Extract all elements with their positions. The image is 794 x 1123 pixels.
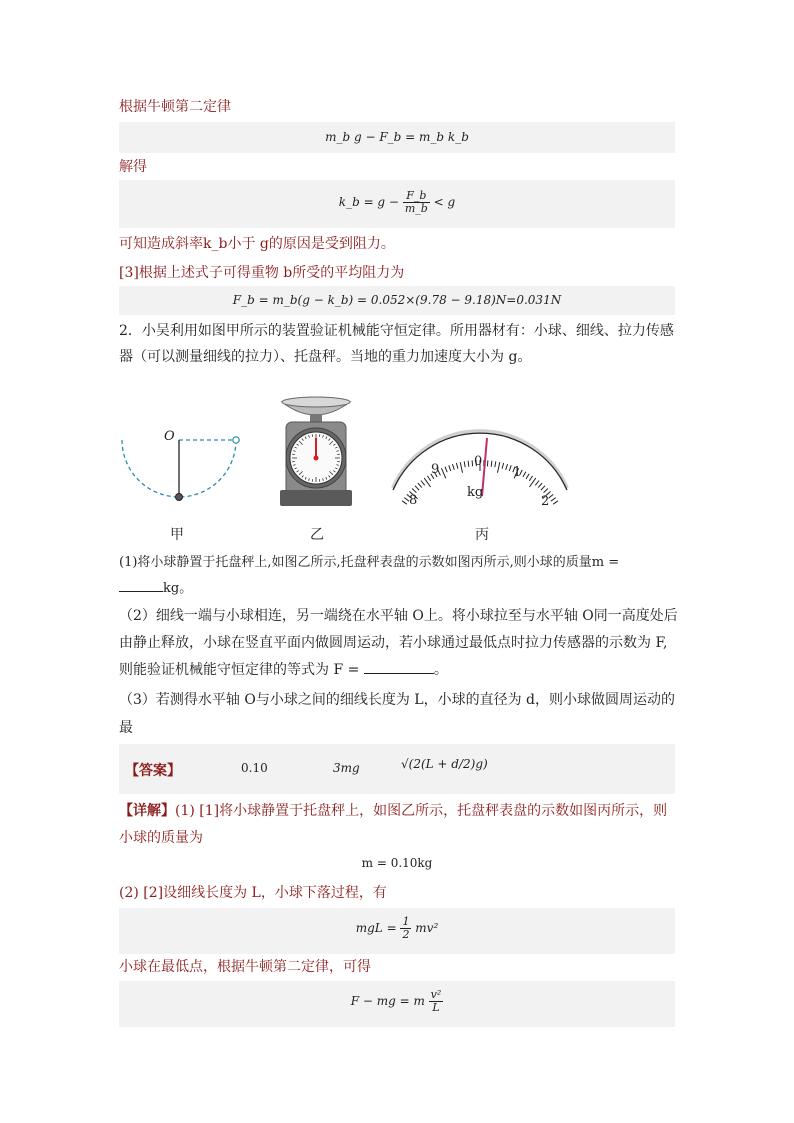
- q2-part2-text: 则能验证机械能守恒定律的等式为 F =: [119, 662, 360, 678]
- eq2-right: < g: [433, 195, 456, 209]
- section-heading: 根据牛顿第二定律: [119, 99, 231, 115]
- detail-text-1a: (1) [1]将小球静置于托盘秤上，如图乙所示，托盘秤表盘的示数如图丙所示，则: [175, 803, 668, 819]
- eq6-numerator: v²: [430, 988, 442, 1001]
- dial-tick: [468, 461, 469, 467]
- q2-part2-line-c: [119, 657, 679, 684]
- q2-part1-line-a: (1)将小球静置于托盘秤上,如图乙所示,托盘秤表盘的示数如图丙所示,则小球的质量m =: [119, 555, 620, 570]
- dial-tick: [445, 467, 447, 473]
- equation-box-6: [119, 981, 675, 1027]
- eq6-left: F − mg = m: [350, 994, 425, 1008]
- q2-part1-unit: kg。: [163, 581, 193, 596]
- q2-part-1: [119, 550, 679, 602]
- eq2-fraction: [403, 190, 430, 215]
- equation-3: F_b = m_b(g − k_b) = 0.052×(9.78 − 9.18)N=0.031N: [232, 293, 562, 307]
- caption-yi: 乙: [310, 527, 324, 543]
- part3-text: [3]根据上述式子可得重物 b所受的平均阻力为: [119, 265, 405, 281]
- dial-tick: [453, 464, 455, 470]
- dial-tick: [541, 486, 545, 490]
- equation-box-3: [119, 286, 675, 315]
- dial-label-8: 8: [409, 493, 418, 508]
- question-2-intro: [119, 318, 679, 370]
- dial-tick: [460, 462, 462, 473]
- dial-label-9: 9: [431, 462, 440, 477]
- dial-tick: [535, 481, 539, 486]
- dial-tick: [551, 498, 556, 502]
- q2-part2-line-b: 由静止释放，小球在竖直平面内做圆周运动，若小球通过最低点时拉力传感器的示数为 F,: [119, 635, 668, 651]
- q2-part-2: [119, 603, 679, 684]
- dial-tick: [544, 489, 548, 493]
- answer-blank-2[interactable]: [364, 673, 434, 674]
- q2-part1-line-b: [119, 576, 679, 602]
- eq2-left: k_b = g −: [338, 195, 399, 209]
- dial-tick: [472, 460, 473, 466]
- eq2-denominator: m_b: [404, 202, 428, 215]
- answer-label: 【答案】: [125, 763, 181, 779]
- q2-intro-line-1: 2．小吴利用如图甲所示的装置验证机械能守恒定律。所用器材有：小球、细线、拉力传感: [119, 323, 674, 339]
- equation-4: m = 0.10kg: [361, 856, 433, 870]
- q2-part3-line-a: （3）若测得水平轴 O与小球之间的细线长度为 L，小球的直径为 d，则小球做圆周运动的最: [119, 692, 675, 736]
- detail-part-1: [119, 798, 679, 852]
- eq5-left: mgL =: [355, 921, 397, 935]
- dial-tick: [495, 461, 496, 467]
- dial-tick: [553, 501, 558, 504]
- figure-jia-pendulum: [122, 429, 239, 501]
- dial-tick: [506, 464, 508, 470]
- solve-label: 解得: [119, 159, 147, 175]
- dial-tick: [526, 474, 529, 479]
- answer-2: 3mg: [333, 761, 360, 775]
- answer-3: √(2(L + d/2)g): [401, 757, 488, 771]
- eq5-denominator: 2: [402, 928, 410, 941]
- dial-tick: [498, 462, 500, 473]
- dial-tick: [418, 483, 422, 488]
- figure-yi-scale: [280, 397, 352, 506]
- q2-part2-line-a: （2）细线一端与小球相连，另一端绕在水平轴 O上。将小球拉至与水平轴 O同一高度处后: [119, 608, 678, 624]
- equation-5: [119, 916, 675, 941]
- answer-blank-1[interactable]: [119, 591, 163, 592]
- eq6-denominator: L: [432, 1001, 440, 1014]
- dial-tick: [509, 465, 511, 471]
- answer-box: [119, 744, 675, 794]
- q2-intro-line-2: 器（可以测量细线的拉力）、托盘秤。当地的重力加速度大小为 g。: [119, 349, 532, 365]
- dial-tick: [421, 481, 425, 486]
- eq5-right: mv²: [415, 921, 439, 935]
- dial-tick: [402, 501, 407, 504]
- answer-1: 0.10: [241, 761, 268, 775]
- equation-box-5: [119, 908, 675, 954]
- detail-line-1a: [119, 798, 679, 825]
- equation-6: [119, 989, 675, 1014]
- dial-tick: [491, 461, 492, 467]
- equation-box-2: [119, 180, 675, 228]
- dial-tick: [502, 463, 504, 469]
- label-o: O: [164, 429, 175, 444]
- detail-part-3: 小球在最低点，根据牛顿第二定律，可得: [119, 959, 371, 975]
- dial-tick: [456, 463, 458, 469]
- detail-label: 【详解】: [119, 803, 175, 819]
- detail-line-1b: 小球的质量为: [119, 830, 203, 846]
- dial-tick: [464, 461, 465, 467]
- figure-bing-dial: [393, 431, 567, 509]
- eq5-numerator: 1: [402, 915, 410, 928]
- eq6-fraction: [429, 989, 444, 1014]
- dial-label-0: 0: [474, 454, 483, 469]
- equation-2: [119, 190, 675, 215]
- caption-jia: 甲: [170, 527, 184, 543]
- dial-unit: kg: [467, 485, 484, 500]
- dial-tick: [538, 483, 542, 488]
- dial-tick: [449, 465, 451, 471]
- caption-bing: 丙: [475, 527, 489, 543]
- dial-tick: [529, 476, 532, 481]
- equation-1: m_b g − F_b = m_b k_b: [325, 130, 469, 144]
- dial-label-1: 1: [513, 465, 522, 480]
- detail-part-2: (2) [2]设细线长度为 L，小球下落过程，有: [119, 885, 387, 901]
- conclusion-text: 可知造成斜率k_b小于 g的原因是受到阻力。: [119, 236, 395, 252]
- dial-tick: [487, 460, 488, 466]
- dial-label-2: 2: [541, 494, 550, 509]
- equation-box-1: [119, 122, 675, 153]
- experiment-figure: [110, 388, 580, 516]
- eq5-fraction: [400, 916, 411, 941]
- dial-tick: [549, 494, 554, 498]
- dial-tick: [441, 468, 445, 478]
- dial-tick: [415, 486, 419, 490]
- q2-part2-period: 。: [433, 662, 448, 678]
- eq2-numerator: F_b: [403, 190, 430, 203]
- dial-tick: [523, 472, 526, 477]
